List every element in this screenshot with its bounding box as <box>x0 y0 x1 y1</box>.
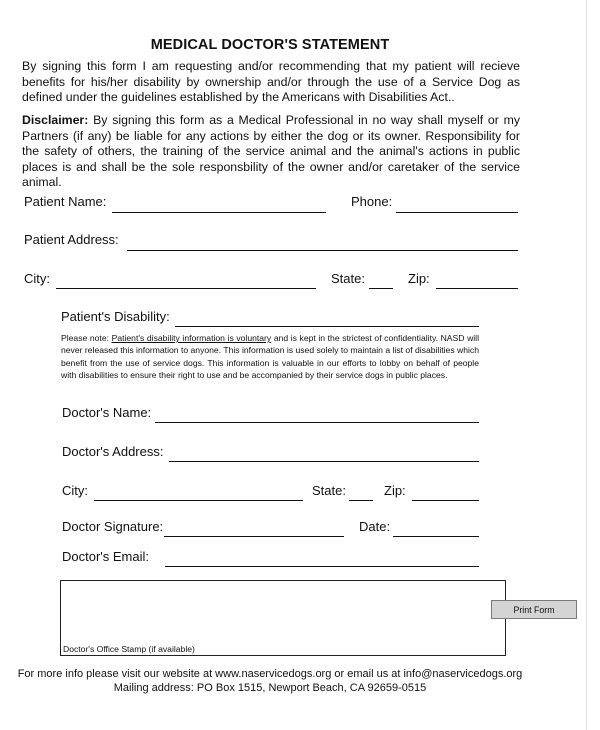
phone-label: Phone: <box>351 194 393 209</box>
patient-city-label: City: <box>24 271 50 286</box>
disclaimer-paragraph <box>22 113 520 191</box>
patient-zip-field[interactable] <box>436 288 518 289</box>
patient-address-field[interactable] <box>127 250 518 251</box>
patient-city-field[interactable] <box>56 288 316 289</box>
intro-paragraph: By signing this form I am requesting and/or recommending that my patient will recieve benefits for his/her disability by ownership and/or through the use of a Service Dog as defined under the guidelines established by the Americans with Disabilities Act.. <box>22 59 520 105</box>
doctor-email-field[interactable] <box>165 566 479 567</box>
doctor-name-field[interactable] <box>155 422 479 423</box>
doctor-city-label: City: <box>62 483 88 498</box>
doctor-name-label: Doctor's Name: <box>62 405 152 420</box>
patient-state-label: State: <box>331 271 365 286</box>
doctor-city-field[interactable] <box>94 500 303 501</box>
patient-name-field[interactable] <box>112 212 326 213</box>
disclaimer-text: By signing this form as a Medical Professional in no way shall myself or my Partners (if any) be liable for any actions by either the dog or its owner. Responsibility for the safety of others, the training of the service animal and the animal's actions in public places is and shall be the sole responsbility of the owner and/or caretaker of the service animal. <box>22 113 520 190</box>
footer-mailing-address: Mailing address: PO Box 1515, Newport Beach, CA 92659-0515 <box>113 682 427 694</box>
patient-disability-field[interactable] <box>175 326 479 327</box>
date-label: Date: <box>359 519 391 534</box>
page-edge <box>586 0 587 730</box>
doctor-signature-label: Doctor Signature: <box>62 519 164 534</box>
patient-disability-label: Patient's Disability: <box>61 309 170 324</box>
note-prefix: Please note: <box>61 333 112 343</box>
confidentiality-note <box>61 332 479 382</box>
note-text: and is kept in the strictest of confidentiality. NASD will never released this information to anyone. This information is used solely to maintain a list of disabilities which benefit from the use of service dogs. This information is valuable in our efforts to lobby on behalf of people with disabilities to ensure their right to use and be accompanied by their service dogs in public places. <box>61 333 479 381</box>
doctor-signature-field[interactable] <box>164 536 344 537</box>
doctor-zip-label: Zip: <box>384 483 406 498</box>
disclaimer-label: Disclaimer: <box>22 113 89 127</box>
doctor-address-label: Doctor's Address: <box>62 444 164 459</box>
doctor-state-field[interactable] <box>349 500 373 501</box>
doctor-email-label: Doctor's Email: <box>62 549 150 564</box>
print-form-button[interactable]: Print Form <box>491 600 577 619</box>
patient-name-label: Patient Name: <box>24 194 107 209</box>
doctor-zip-field[interactable] <box>412 500 479 501</box>
note-underlined: Patient's disability information is voluntary <box>111 333 272 343</box>
doctor-state-label: State: <box>312 483 346 498</box>
phone-field[interactable] <box>396 212 518 213</box>
office-stamp-label: Doctor's Office Stamp (if available) <box>63 644 195 654</box>
doctor-address-field[interactable] <box>169 461 479 462</box>
patient-zip-label: Zip: <box>408 271 430 286</box>
form-title: MEDICAL DOCTOR'S STATEMENT <box>150 37 390 53</box>
patient-state-field[interactable] <box>369 288 393 289</box>
patient-address-label: Patient Address: <box>24 232 119 247</box>
date-field[interactable] <box>393 536 479 537</box>
footer-contact: For more info please visit our website at www.naservicedogs.org or email us at info@naservicedogs.org <box>17 668 523 680</box>
